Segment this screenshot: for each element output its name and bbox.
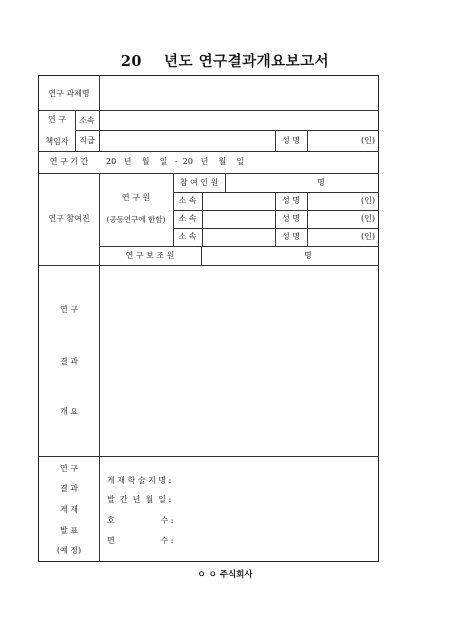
company-footer: ㅇ ㅇ 주식회사	[197, 570, 253, 580]
lead-affiliation-field[interactable]	[101, 113, 377, 129]
form-line	[307, 130, 308, 151]
summary-label-1: 연 구	[60, 305, 78, 314]
publication-label-5: (예 정)	[56, 546, 82, 555]
publish-date-field[interactable]: 발 간 년 월 일 :	[107, 495, 172, 504]
lead-seal: (인)	[361, 136, 375, 145]
participant-affiliation-field[interactable]	[204, 212, 273, 226]
title-text: 년도 연구결과개요보고서	[164, 53, 330, 70]
issue-field[interactable]: 호 수 :	[107, 516, 174, 525]
participants-label: 연구 참여진	[48, 214, 90, 223]
form-line	[39, 173, 378, 174]
summary-label-2: 결 과	[60, 357, 78, 366]
assistant-label: 연 구 보 조 원	[125, 251, 175, 260]
researcher-label: 연 구 원	[121, 193, 151, 202]
page-field[interactable]: 면 수 :	[107, 536, 174, 545]
summary-label-3: 개 요	[60, 407, 78, 416]
lead-position-label: 직급	[79, 136, 95, 145]
lead-name-label: 성 명	[282, 136, 300, 145]
assistant-unit: 명	[304, 251, 312, 260]
report-form	[38, 75, 379, 562]
form-line	[99, 265, 100, 561]
participant-seal: (인)	[361, 196, 375, 205]
participant-seal: (인)	[361, 214, 375, 223]
form-line	[75, 130, 378, 131]
joint-research-note: (공동연구에 한함)	[106, 215, 166, 224]
period-value[interactable]: 20 년 월 일 - 20 년 월 일	[106, 157, 245, 166]
form-line	[202, 192, 203, 246]
form-line	[99, 246, 378, 247]
form-line	[39, 110, 378, 111]
journal-name-field[interactable]: 게 재 학 술 지 명 :	[107, 476, 172, 485]
publication-label-1: 연 구	[60, 464, 78, 473]
participant-affiliation-label: 소 속	[178, 214, 197, 223]
form-line	[99, 110, 100, 151]
lead-affiliation-label: 소속	[79, 116, 95, 125]
project-name-field[interactable]	[101, 82, 377, 106]
participant-count-unit: 명	[317, 178, 325, 187]
form-line	[99, 76, 100, 110]
form-line	[307, 192, 308, 246]
participant-name-label: 성 명	[282, 232, 300, 241]
summary-field[interactable]	[101, 268, 377, 454]
participant-count-label: 참 여 인 원	[179, 178, 219, 187]
lead-label-bottom: 책임자	[45, 137, 69, 146]
form-line	[225, 173, 226, 192]
publication-label-2: 결 과	[60, 484, 78, 493]
form-line	[39, 456, 378, 457]
participant-affiliation-field[interactable]	[204, 230, 273, 244]
publication-label-4: 발 표	[60, 526, 78, 535]
participant-affiliation-field[interactable]	[204, 194, 273, 208]
form-line	[39, 151, 378, 152]
period-label: 연 구 기 간	[49, 157, 89, 166]
participant-seal: (인)	[361, 232, 375, 241]
lead-label-top: 연 구	[48, 115, 66, 124]
form-line	[201, 246, 202, 265]
participant-affiliation-label: 소 속	[178, 232, 197, 241]
participant-name-label: 성 명	[282, 196, 300, 205]
page-title	[0, 50, 450, 71]
project-name-label: 연구 과제명	[48, 89, 90, 98]
publication-label-3: 게 재	[60, 505, 78, 514]
participant-affiliation-label: 소 속	[178, 196, 197, 205]
title-year-prefix: 20	[120, 53, 143, 70]
form-line	[39, 265, 378, 266]
lead-position-field[interactable]	[101, 133, 273, 149]
participant-name-label: 성 명	[282, 214, 300, 223]
participant-count-field[interactable]	[227, 176, 315, 190]
